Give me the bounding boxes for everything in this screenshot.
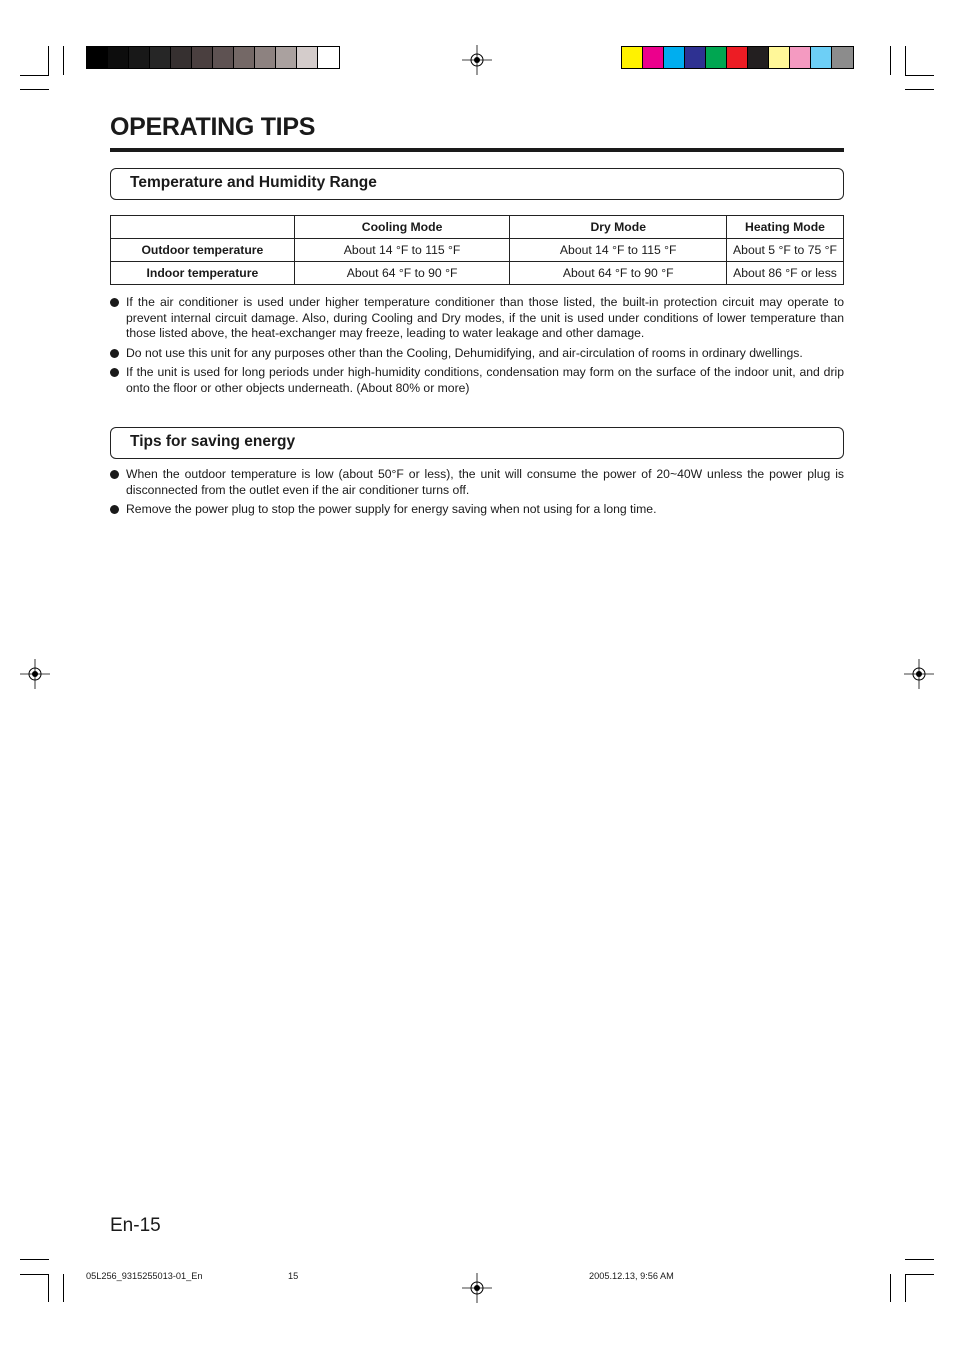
registration-mark-icon [462,1273,492,1303]
color-swatch [727,47,748,68]
footer-datetime: 2005.12.13, 9:56 AM [589,1271,674,1281]
crop-mark [20,75,49,76]
table-header-cell: Heating Mode [727,216,844,239]
table-cell: About 14 °F to 115 °F [294,239,510,262]
list-item [110,346,844,362]
temperature-range-table [110,215,844,285]
registration-mark-icon [904,659,934,689]
list-item-text: Remove the power plug to stop the power supply for energy saving when not using for a long time. [126,502,657,516]
list-item [110,295,844,342]
table-row-label: Outdoor temperature [111,239,295,262]
table-cell: About 64 °F to 90 °F [510,262,727,285]
color-swatch [276,47,297,68]
color-swatch [706,47,727,68]
color-swatch [811,47,832,68]
color-swatch [748,47,769,68]
temperature-notes-list [110,295,844,400]
list-item-text: If the unit is used for long periods under high-humidity conditions, condensation may form on the surface of the indoor unit, and drip onto the floor or other objects underneath. (About 80% or more) [126,365,844,395]
color-swatch [685,47,706,68]
crop-mark [63,1274,64,1302]
registration-mark-icon [462,45,492,75]
list-item-text: When the outdoor temperature is low (about 50°F or less), the unit will consume the power of 20~40W unless the power plug is disconnected from the outlet even if the air conditioner turns off. [126,467,844,497]
crop-mark [20,1274,49,1275]
table-row [111,262,844,285]
table-cell: About 64 °F to 90 °F [294,262,510,285]
color-swatch [318,47,339,68]
color-swatch [192,47,213,68]
footer-page: 15 [288,1271,299,1281]
color-swatch [108,47,129,68]
color-swatch [255,47,276,68]
bullet-icon [110,505,119,514]
section-title: Temperature and Humidity Range [130,174,377,191]
bullet-icon [110,368,119,377]
crop-mark [905,46,906,75]
crop-mark [890,46,891,75]
section-title: Tips for saving energy [130,433,296,450]
list-item [110,365,844,396]
color-swatch [297,47,318,68]
color-swatch [129,47,150,68]
crop-mark [905,1274,906,1302]
color-swatch [643,47,664,68]
color-swatch [832,47,853,68]
bullet-icon [110,298,119,307]
table-header-row [111,216,844,239]
list-item [110,467,844,498]
crop-mark [890,1274,891,1302]
color-swatch [150,47,171,68]
table-cell: About 86 °F or less [727,262,844,285]
color-swatch [234,47,255,68]
color-swatch [171,47,192,68]
energy-tips-list [110,467,844,522]
table-row [111,239,844,262]
table-cell: About 5 °F to 75 °F [727,239,844,262]
crop-mark [48,1274,49,1302]
color-swatch [213,47,234,68]
page-title: OPERATING TIPS [110,113,316,141]
color-swatch [790,47,811,68]
color-swatch [664,47,685,68]
crop-mark [905,1274,934,1275]
bullet-icon [110,470,119,479]
section-header-energy [110,427,844,459]
list-item-text: If the air conditioner is used under higher temperature conditioner than those listed, the built-in protection circuit may operate to prevent internal circuit damage. Also, during Cooling and Dry modes, if the unit is used under conditions of lower temperature than those listed above, the heat-exchanger may freeze, leading to water leakage and other damage. [126,295,844,340]
registration-mark-icon [20,659,50,689]
section-header-temperature [110,168,844,200]
table-cell: About 14 °F to 115 °F [510,239,727,262]
table-header-cell: Cooling Mode [294,216,510,239]
color-swatch [87,47,108,68]
table-header-cell [111,216,295,239]
color-bar [621,46,854,69]
table-row-label: Indoor temperature [111,262,295,285]
grayscale-bar [86,46,340,69]
crop-mark [48,46,49,75]
crop-mark [20,89,49,90]
title-rule [110,148,844,152]
color-swatch [622,47,643,68]
color-swatch [769,47,790,68]
list-item-text: Do not use this unit for any purposes other than the Cooling, Dehumidifying, and air-circulation of rooms in ordinary dwellings. [126,345,803,360]
list-item [110,502,844,518]
crop-mark [905,1259,934,1260]
crop-mark [20,1259,49,1260]
table-header-cell: Dry Mode [510,216,727,239]
bullet-icon [110,349,119,358]
crop-mark [905,75,934,76]
page-number: En-15 [110,1215,161,1236]
crop-mark [63,46,64,75]
crop-mark [905,89,934,90]
footer-file-name: 05L256_9315255013-01_En [86,1271,203,1281]
